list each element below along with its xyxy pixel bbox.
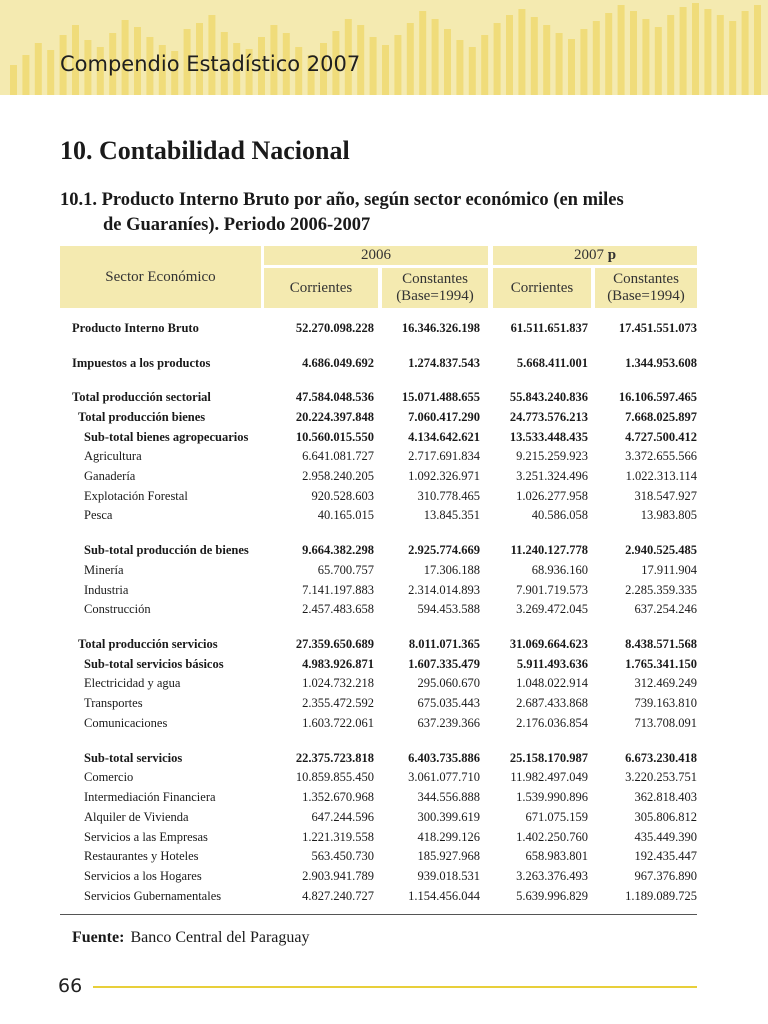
header-year-2006 <box>264 246 488 265</box>
row-label: Industria <box>84 583 129 597</box>
row-value: 5.911.493.636 <box>516 657 588 671</box>
table-row <box>60 751 697 770</box>
row-value: 1.022.313.114 <box>625 469 697 483</box>
row-label: Sub-total producción de bienes <box>84 543 249 557</box>
row-label: Pesca <box>84 508 113 522</box>
constantes-label: Constantes <box>613 271 679 287</box>
row-value: 68.936.160 <box>531 563 588 577</box>
page-number: 66 <box>58 975 83 997</box>
row-value: 1.607.335.479 <box>408 657 480 671</box>
decorative-bar <box>494 23 501 95</box>
base-label: (Base=1994) <box>607 288 685 304</box>
footer-line <box>93 986 697 988</box>
row-label: Servicios Gubernamentales <box>84 889 222 903</box>
row-value: 8.011.071.365 <box>408 637 480 651</box>
decorative-bar <box>692 3 699 95</box>
table-row <box>60 449 697 468</box>
row-value: 7.141.197.883 <box>302 583 374 597</box>
row-value: 7.060.417.290 <box>408 410 480 424</box>
row-value: 1.092.326.971 <box>408 469 480 483</box>
corrientes-label: Corrientes <box>289 279 353 296</box>
row-value: 4.827.240.727 <box>302 889 374 903</box>
row-value: 55.843.240.836 <box>509 390 588 404</box>
row-value: 1.402.250.760 <box>516 830 588 844</box>
table-row <box>60 637 697 656</box>
table-bottom-rule <box>60 914 697 915</box>
row-value: 16.346.326.198 <box>401 321 480 335</box>
decorative-bar <box>444 29 451 95</box>
table-row <box>60 790 697 809</box>
row-label: Total producción servicios <box>78 637 218 651</box>
row-value: 658.983.801 <box>525 849 588 863</box>
table-row <box>60 410 697 429</box>
table-row <box>60 696 697 715</box>
chapter-title: 10. Contabilidad Nacional <box>60 136 350 165</box>
decorative-bar <box>518 9 525 95</box>
row-value: 52.270.098.228 <box>295 321 374 335</box>
table-row <box>60 321 697 340</box>
row-value: 939.018.531 <box>417 869 480 883</box>
table-row <box>60 869 697 888</box>
row-value: 1.189.089.725 <box>625 889 697 903</box>
row-label: Electricidad y agua <box>84 676 181 690</box>
row-label: Minería <box>84 563 124 577</box>
table-title-line1: 10.1. Producto Interno Bruto por año, según sector económico (en miles <box>60 190 624 210</box>
row-value: 1.024.732.218 <box>302 676 374 690</box>
row-value: 20.224.397.848 <box>295 410 374 424</box>
row-value: 435.449.390 <box>634 830 697 844</box>
decorative-bar <box>605 13 612 95</box>
table-row <box>60 770 697 789</box>
table-row <box>60 390 697 409</box>
row-value: 61.511.651.837 <box>510 321 588 335</box>
table-row <box>60 889 697 908</box>
row-value: 5.639.996.829 <box>516 889 588 903</box>
row-value: 295.060.670 <box>417 676 480 690</box>
row-value: 2.355.472.592 <box>302 696 374 710</box>
row-label: Agricultura <box>84 449 142 463</box>
row-value: 25.158.170.987 <box>509 751 588 765</box>
decorative-bar <box>394 35 401 95</box>
table-title-line2: de Guaraníes). Periodo 2006-2007 <box>103 215 371 235</box>
row-value: 17.911.904 <box>641 563 697 577</box>
row-value: 24.773.576.213 <box>509 410 588 424</box>
row-label: Total producción sectorial <box>72 390 211 404</box>
table-row <box>60 469 697 488</box>
table-row <box>60 849 697 868</box>
row-label: Restaurantes y Hoteles <box>84 849 199 863</box>
decorative-bar <box>47 50 54 95</box>
row-label: Servicios a las Empresas <box>84 830 208 844</box>
row-value: 344.556.888 <box>417 790 480 804</box>
row-value: 11.982.497.049 <box>510 770 588 784</box>
row-value: 11.240.127.778 <box>510 543 588 557</box>
row-value: 675.035.443 <box>417 696 480 710</box>
header-sector <box>60 246 261 308</box>
header-sector-label: Sector Económico <box>105 268 216 285</box>
decorative-bar <box>618 5 625 95</box>
row-value: 310.778.465 <box>417 489 480 503</box>
row-label: Construcción <box>84 602 151 616</box>
row-value: 418.299.126 <box>417 830 480 844</box>
table-row <box>60 489 697 508</box>
row-value: 3.372.655.566 <box>625 449 697 463</box>
decorative-bar <box>382 45 389 95</box>
row-value: 1.026.277.958 <box>516 489 588 503</box>
row-value: 13.983.805 <box>640 508 697 522</box>
header-2007-corrientes <box>493 268 591 308</box>
base-label: (Base=1994) <box>396 288 474 304</box>
row-value: 7.668.025.897 <box>625 410 697 424</box>
table-row <box>60 830 697 849</box>
row-value: 3.251.324.496 <box>516 469 588 483</box>
row-value: 2.314.014.893 <box>408 583 480 597</box>
header-2006-constantes <box>382 268 488 308</box>
table-row <box>60 508 697 527</box>
row-value: 6.673.230.418 <box>625 751 697 765</box>
row-value: 594.453.588 <box>417 602 480 616</box>
row-label: Intermediación Financiera <box>84 790 216 804</box>
table-row <box>60 356 697 375</box>
row-value: 40.586.058 <box>531 508 588 522</box>
row-label: Alquiler de Vivienda <box>84 810 189 824</box>
row-label: Sub-total servicios <box>84 751 183 765</box>
header-year-2007 <box>493 246 697 265</box>
table-row <box>60 563 697 582</box>
row-value: 9.664.382.298 <box>302 543 374 557</box>
row-value: 5.668.411.001 <box>516 356 588 370</box>
row-value: 17.451.551.073 <box>618 321 697 335</box>
decorative-bar <box>432 19 439 95</box>
row-value: 2.958.240.205 <box>302 469 374 483</box>
row-value: 7.901.719.573 <box>516 583 588 597</box>
row-value: 647.244.596 <box>311 810 374 824</box>
header-title: Compendio Estadístico 2007 <box>60 52 361 76</box>
row-value: 65.700.757 <box>317 563 374 577</box>
table-title <box>60 188 700 238</box>
row-value: 1.154.456.044 <box>408 889 480 903</box>
source-label: Fuente: <box>72 929 125 946</box>
decorative-bar <box>593 21 600 95</box>
row-value: 1.352.670.968 <box>302 790 374 804</box>
row-value: 13.533.448.435 <box>509 430 588 444</box>
row-label: Ganadería <box>84 469 136 483</box>
row-value: 2.687.433.868 <box>516 696 588 710</box>
row-value: 47.584.048.536 <box>295 390 374 404</box>
row-value: 27.359.650.689 <box>295 637 374 651</box>
row-value: 920.528.603 <box>311 489 374 503</box>
row-label: Transportes <box>84 696 143 710</box>
row-value: 3.263.376.493 <box>516 869 588 883</box>
table-row <box>60 543 697 562</box>
row-label: Servicios a los Hogares <box>84 869 202 883</box>
decorative-bar <box>10 65 17 95</box>
row-value: 22.375.723.818 <box>295 751 374 765</box>
row-value: 739.163.810 <box>634 696 697 710</box>
row-value: 40.165.015 <box>317 508 374 522</box>
constantes-label: Constantes <box>402 271 468 287</box>
row-value: 3.061.077.710 <box>408 770 480 784</box>
decorative-bar <box>580 29 587 95</box>
table-row <box>60 676 697 695</box>
decorative-bar <box>667 15 674 95</box>
preliminary-mark: p <box>607 247 617 263</box>
table-row <box>60 430 697 449</box>
decorative-bar <box>370 37 377 95</box>
decorative-bar <box>754 5 761 95</box>
row-value: 6.641.081.727 <box>302 449 374 463</box>
row-value: 185.927.968 <box>417 849 480 863</box>
row-label: Sub-total bienes agropecuarios <box>84 430 249 444</box>
row-value: 1.048.022.914 <box>516 676 588 690</box>
decorative-bar <box>531 17 538 95</box>
year-2006-label: 2006 <box>361 247 391 263</box>
row-label: Sub-total servicios básicos <box>84 657 224 671</box>
row-value: 2.903.941.789 <box>302 869 374 883</box>
decorative-bar <box>742 11 749 95</box>
row-value: 300.399.619 <box>417 810 480 824</box>
row-value: 1.765.341.150 <box>625 657 697 671</box>
row-value: 192.435.447 <box>634 849 697 863</box>
row-value: 4.134.642.621 <box>408 430 480 444</box>
row-value: 312.469.249 <box>634 676 697 690</box>
row-label: Explotación Forestal <box>84 489 188 503</box>
row-value: 318.547.927 <box>634 489 697 503</box>
table-row <box>60 716 697 735</box>
row-value: 2.176.036.854 <box>516 716 588 730</box>
row-value: 305.806.812 <box>634 810 697 824</box>
row-value: 15.071.488.655 <box>401 390 480 404</box>
row-value: 17.306.188 <box>423 563 480 577</box>
decorative-bar <box>481 35 488 95</box>
row-label: Total producción bienes <box>78 410 206 424</box>
header-2007-constantes <box>595 268 697 308</box>
source-text: Banco Central del Paraguay <box>130 929 310 946</box>
decorative-bar <box>22 55 29 95</box>
row-value: 4.983.926.871 <box>302 657 374 671</box>
row-value: 2.457.483.658 <box>302 602 374 616</box>
decorative-bar <box>419 11 426 95</box>
decorative-bar <box>568 39 575 95</box>
row-value: 2.925.774.669 <box>408 543 480 557</box>
row-value: 1.603.722.061 <box>302 716 374 730</box>
row-value: 637.254.246 <box>634 602 697 616</box>
decorative-bar <box>729 21 736 95</box>
decorative-bar <box>680 7 687 95</box>
table-row <box>60 810 697 829</box>
table-row <box>60 583 697 602</box>
row-value: 713.708.091 <box>634 716 697 730</box>
header-2006-corrientes <box>264 268 378 308</box>
row-value: 9.215.259.923 <box>516 449 588 463</box>
row-value: 13.845.351 <box>423 508 480 522</box>
row-value: 8.438.571.568 <box>625 637 697 651</box>
decorative-bar <box>717 15 724 95</box>
decorative-bar <box>642 19 649 95</box>
row-value: 4.727.500.412 <box>625 430 697 444</box>
row-value: 3.220.253.751 <box>625 770 697 784</box>
row-value: 10.560.015.550 <box>295 430 374 444</box>
decorative-bar <box>655 27 662 95</box>
decorative-bar <box>630 11 637 95</box>
row-value: 10.859.855.450 <box>295 770 374 784</box>
header-band <box>0 0 768 95</box>
row-value: 671.075.159 <box>525 810 588 824</box>
decorative-bars <box>0 0 768 95</box>
row-value: 3.269.472.045 <box>516 602 588 616</box>
row-value: 4.686.049.692 <box>302 356 374 370</box>
decorative-bar <box>506 15 513 95</box>
row-value: 637.239.366 <box>417 716 480 730</box>
row-value: 16.106.597.465 <box>618 390 697 404</box>
row-label: Producto Interno Bruto <box>72 321 199 335</box>
row-value: 1.344.953.608 <box>625 356 697 370</box>
corrientes-label: Corrientes <box>510 279 574 296</box>
row-value: 2.940.525.485 <box>625 543 697 557</box>
table-row <box>60 602 697 621</box>
row-label: Impuestos a los productos <box>72 356 211 370</box>
row-value: 31.069.664.623 <box>509 637 588 651</box>
row-value: 362.818.403 <box>634 790 697 804</box>
decorative-bar <box>556 33 563 95</box>
row-value: 1.221.319.558 <box>302 830 374 844</box>
decorative-bar <box>35 43 42 95</box>
row-value: 2.717.691.834 <box>408 449 480 463</box>
decorative-bar <box>704 9 711 95</box>
decorative-bar <box>407 23 414 95</box>
row-value: 2.285.359.335 <box>625 583 697 597</box>
source-note <box>72 929 309 947</box>
year-2007-label: 2007 <box>573 247 604 263</box>
decorative-bar <box>543 25 550 95</box>
row-value: 6.403.735.886 <box>408 751 480 765</box>
table-row <box>60 657 697 676</box>
row-value: 1.539.990.896 <box>516 790 588 804</box>
decorative-bar <box>456 40 463 95</box>
row-label: Comunicaciones <box>84 716 168 730</box>
row-label: Comercio <box>84 770 134 784</box>
decorative-bar <box>469 47 476 95</box>
row-value: 563.450.730 <box>311 849 374 863</box>
row-value: 1.274.837.543 <box>408 356 480 370</box>
row-value: 967.376.890 <box>634 869 697 883</box>
